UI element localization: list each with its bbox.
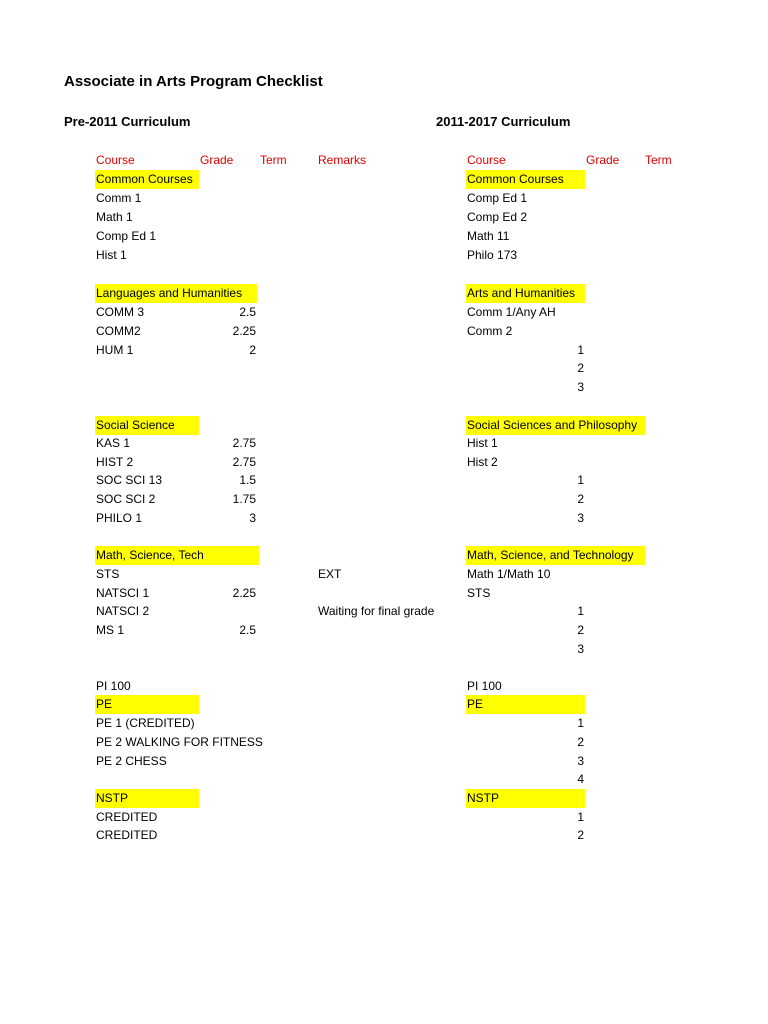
- table-row: Comp Ed 2: [467, 210, 528, 224]
- grade-cell: 3: [249, 511, 256, 525]
- table-row: Philo 173: [467, 248, 518, 262]
- grade-cell: 2: [577, 361, 584, 375]
- grade-cell: 1: [577, 810, 584, 824]
- cur2011-header-course: Course: [467, 153, 506, 167]
- cur2011-header-term: Term: [645, 153, 672, 167]
- grade-cell: 2: [577, 492, 584, 506]
- table-row: Comm 1: [96, 191, 142, 205]
- pre2011-section-common: Common Courses: [95, 170, 199, 189]
- table-row: CREDITED: [96, 810, 158, 824]
- grade-cell: 1: [577, 604, 584, 618]
- grade-cell: 2.5: [239, 623, 256, 637]
- grade-cell: 4: [577, 772, 584, 786]
- table-row: PI 100: [96, 679, 131, 693]
- pre2011-section-social: Social Science: [95, 416, 199, 435]
- cur2011-header-grade: Grade: [586, 153, 620, 167]
- grade-cell: 2: [577, 735, 584, 749]
- table-row: Hist 1: [467, 436, 498, 450]
- pre2011-section-pe: PE: [95, 695, 199, 714]
- table-row: NATSCI 2: [96, 604, 150, 618]
- cur2011-section-math: Math, Science, and Technology: [466, 546, 645, 565]
- table-row: Comp Ed 1: [467, 191, 528, 205]
- pre2011-header-grade: Grade: [200, 153, 234, 167]
- pre2011-header-remarks: Remarks: [318, 153, 367, 167]
- grade-cell: 1: [577, 716, 584, 730]
- grade-cell: 2: [577, 828, 584, 842]
- table-row: Comm 2: [467, 324, 513, 338]
- page-title: Associate in Arts Program Checklist: [64, 73, 323, 90]
- cur2011-section-pe: PE: [466, 695, 585, 714]
- table-row: COMM 3: [96, 305, 144, 319]
- table-row: PE 1 (CREDITED): [96, 716, 195, 730]
- table-row: STS: [467, 586, 491, 600]
- cur2011-section-arts: Arts and Humanities: [466, 284, 585, 303]
- remarks-cell: EXT: [318, 567, 342, 581]
- table-row: NATSCI 1: [96, 586, 150, 600]
- table-row: CREDITED: [96, 828, 158, 842]
- table-row: Math 11: [467, 229, 510, 243]
- table-row: MS 1: [96, 623, 125, 637]
- grade-cell: 2: [577, 623, 584, 637]
- grade-cell: 1: [577, 343, 584, 357]
- grade-cell: 3: [577, 642, 584, 656]
- grade-cell: 3: [577, 754, 584, 768]
- grade-cell: 2.75: [232, 436, 256, 450]
- grade-cell: 1.75: [232, 492, 256, 506]
- pre2011-section-math: Math, Science, Tech: [95, 546, 259, 565]
- grade-cell: 2.25: [232, 586, 256, 600]
- table-row: SOC SCI 2: [96, 492, 156, 506]
- cur2011-section-nstp: NSTP: [466, 789, 585, 808]
- table-row: HUM 1: [96, 343, 134, 357]
- pre2011-section-nstp: NSTP: [95, 789, 199, 808]
- grade-cell: 3: [577, 380, 584, 394]
- grade-cell: 2.25: [232, 324, 256, 338]
- table-row: Math 1: [96, 210, 133, 224]
- grade-cell: 1.5: [239, 473, 256, 487]
- table-row: PI 100: [467, 679, 502, 693]
- cur2011-section-social: Social Sciences and Philosophy: [466, 416, 645, 435]
- table-row: Hist 2: [467, 455, 498, 469]
- grade-cell: 1: [577, 473, 584, 487]
- cur2011-title: 2011-2017 Curriculum: [436, 114, 571, 129]
- table-row: Hist 1: [96, 248, 127, 262]
- cur2011-section-common: Common Courses: [466, 170, 585, 189]
- table-row: Comm 1/Any AH: [467, 305, 556, 319]
- table-row: KAS 1: [96, 436, 131, 450]
- pre2011-header-course: Course: [96, 153, 135, 167]
- grade-cell: 2.5: [239, 305, 256, 319]
- table-row: Math 1/Math 10: [467, 567, 551, 581]
- remarks-cell: Waiting for final grade: [318, 604, 435, 618]
- table-row: Comp Ed 1: [96, 229, 157, 243]
- table-row: PE 2 CHESS: [96, 754, 167, 768]
- pre2011-section-languages: Languages and Humanities: [95, 284, 257, 303]
- table-row: SOC SCI 13: [96, 473, 163, 487]
- grade-cell: 2: [249, 343, 256, 357]
- pre2011-title: Pre-2011 Curriculum: [64, 114, 191, 129]
- table-row: COMM2: [96, 324, 141, 338]
- table-row: STS: [96, 567, 120, 581]
- table-row: PE 2 WALKING FOR FITNESS: [96, 735, 263, 749]
- grade-cell: 3: [577, 511, 584, 525]
- table-row: HIST 2: [96, 455, 134, 469]
- pre2011-header-term: Term: [260, 153, 287, 167]
- table-row: PHILO 1: [96, 511, 143, 525]
- grade-cell: 2.75: [232, 455, 256, 469]
